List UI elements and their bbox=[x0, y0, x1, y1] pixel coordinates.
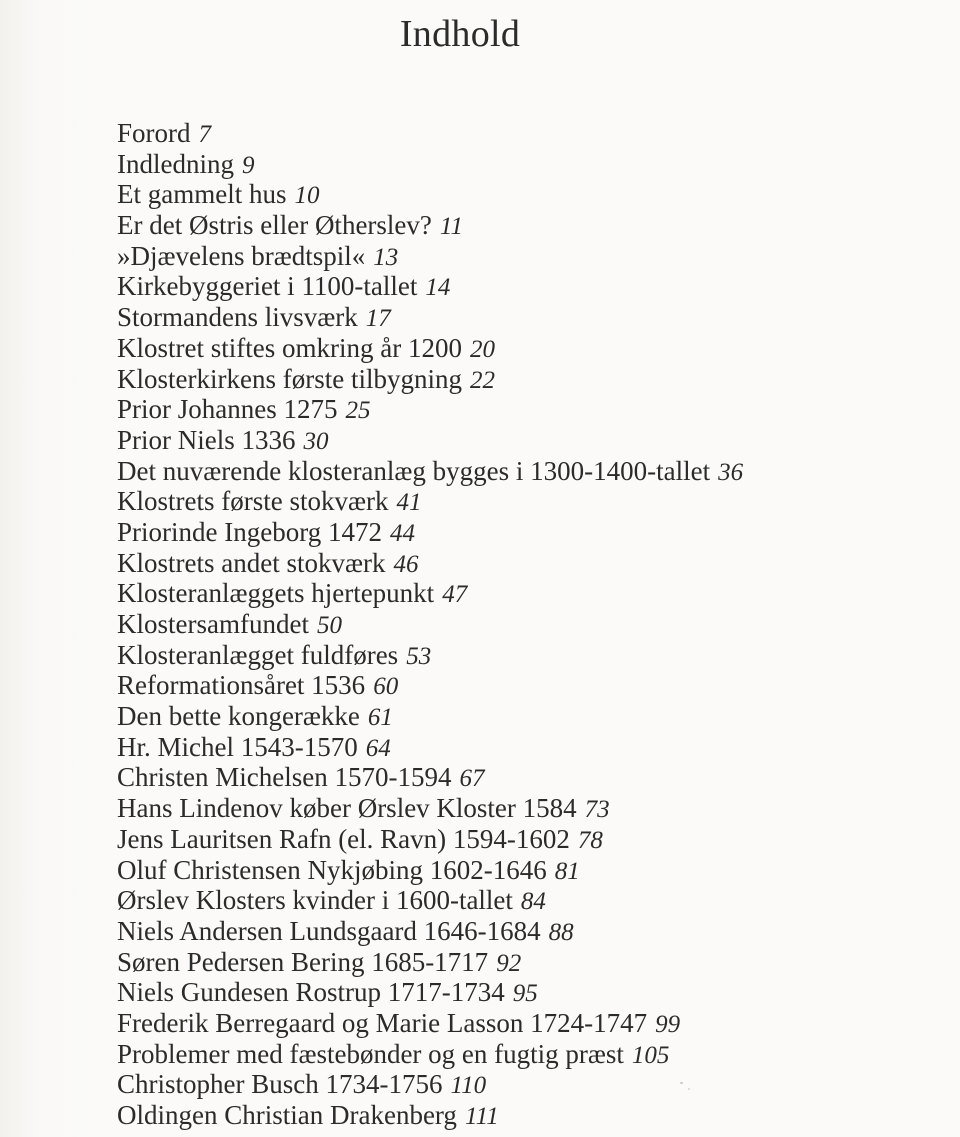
toc-entry bbox=[117, 364, 917, 395]
toc-entry-title: Priorinde Ingeborg 1472 bbox=[117, 516, 382, 547]
toc-entry bbox=[117, 1069, 917, 1100]
toc-entry-title: Oluf Christensen Nykjøbing 1602-1646 bbox=[117, 854, 547, 885]
toc-entry-page-number: 25 bbox=[345, 397, 371, 425]
toc-entry-page-number: 46 bbox=[393, 550, 419, 578]
toc-entry-page-number: 14 bbox=[425, 274, 451, 302]
toc-entry bbox=[117, 793, 917, 824]
toc-entry bbox=[117, 456, 917, 487]
toc-entry-title: Christopher Busch 1734-1756 bbox=[117, 1069, 443, 1100]
toc-entry-page-number: 44 bbox=[389, 519, 415, 547]
toc-entry-title: Stormandens livsværk bbox=[117, 302, 358, 333]
toc-entry-title: Klosteranlæggets hjertepunkt bbox=[117, 578, 435, 609]
toc-entry-page-number: 47 bbox=[442, 581, 468, 609]
toc-entry bbox=[117, 179, 917, 210]
toc-entry-title: Problemer med fæstebønder og en fugtig præst bbox=[117, 1038, 624, 1069]
toc-entry-title: Oldingen Christian Drakenberg bbox=[117, 1100, 457, 1130]
toc-entry bbox=[117, 394, 917, 425]
toc-entry-page-number: 110 bbox=[450, 1072, 487, 1100]
toc-entry-title: Niels Gundesen Rostrup 1717-1734 bbox=[117, 977, 505, 1008]
toc-entry bbox=[117, 118, 917, 149]
toc-entry bbox=[117, 1039, 917, 1070]
toc-entry-title: Den bette kongerække bbox=[117, 701, 360, 732]
toc-entry bbox=[117, 486, 917, 517]
toc-entry-page-number: 64 bbox=[365, 734, 391, 762]
toc-entry-title: »Djævelens brædtspil« bbox=[117, 240, 366, 271]
toc-entry-title: Klosteranlægget fuldføres bbox=[117, 639, 399, 670]
toc-entry-page-number: 61 bbox=[367, 704, 393, 732]
toc-entry bbox=[117, 670, 917, 701]
toc-entry-page-number: 11 bbox=[439, 213, 464, 241]
toc-entry-title: Et gammelt hus bbox=[117, 179, 287, 210]
toc-entry-title: Niels Andersen Lundsgaard 1646-1684 bbox=[117, 915, 541, 946]
toc-entry-title: Frederik Berregaard og Marie Lasson 1724-1747 bbox=[117, 1007, 648, 1038]
toc-entry-page-number: 78 bbox=[577, 826, 603, 854]
toc-entry-page-number: 95 bbox=[512, 980, 538, 1008]
toc-entry-title: Indledning bbox=[117, 148, 234, 179]
toc-entry bbox=[117, 1100, 917, 1131]
toc-entry-page-number: 53 bbox=[406, 642, 432, 670]
toc-entry bbox=[117, 701, 917, 732]
toc-entry-page-number: 20 bbox=[469, 335, 495, 363]
toc-entry-title: Christen Michelsen 1570-1594 bbox=[117, 762, 452, 793]
table-of-contents bbox=[117, 118, 917, 1131]
toc-entry bbox=[117, 302, 917, 333]
paper-speck bbox=[680, 1082, 683, 1084]
toc-entry-title: Reformationsåret 1536 bbox=[117, 670, 366, 701]
toc-entry-page-number: 22 bbox=[469, 366, 495, 394]
toc-entry-title: Jens Lauritsen Rafn (el. Ravn) 1594-1602 bbox=[117, 823, 570, 854]
toc-entry-page-number: 30 bbox=[303, 427, 329, 455]
toc-entry bbox=[117, 855, 917, 886]
toc-entry-page-number: 17 bbox=[365, 305, 391, 333]
toc-entry bbox=[117, 977, 917, 1008]
toc-entry bbox=[117, 947, 917, 978]
toc-entry-page-number: 41 bbox=[396, 489, 422, 517]
toc-entry bbox=[117, 333, 917, 364]
toc-entry bbox=[117, 916, 917, 947]
page-title: Indhold bbox=[399, 13, 521, 55]
toc-entry-page-number: 67 bbox=[459, 765, 485, 793]
toc-entry bbox=[117, 210, 917, 241]
toc-entry-title: Klostrets andet stokværk bbox=[117, 547, 386, 578]
toc-entry-title: Det nuværende klosteranlæg bygges i 1300-1400-tallet bbox=[117, 455, 711, 486]
toc-entry bbox=[117, 762, 917, 793]
toc-entry bbox=[117, 1008, 917, 1039]
toc-entry bbox=[117, 548, 917, 579]
toc-entry-page-number: 105 bbox=[631, 1041, 670, 1069]
toc-entry-page-number: 99 bbox=[655, 1010, 681, 1038]
toc-entry-page-number: 10 bbox=[294, 182, 320, 210]
toc-entry-page-number: 13 bbox=[373, 243, 399, 271]
toc-entry-title: Prior Johannes 1275 bbox=[117, 394, 338, 425]
toc-entry-title: Klostrets første stokværk bbox=[117, 486, 389, 517]
toc-entry-page-number: 50 bbox=[316, 612, 342, 639]
toc-entry bbox=[117, 425, 917, 456]
toc-entry-title: Klosterkirkens første tilbygning bbox=[117, 363, 462, 394]
toc-entry-title: Forord bbox=[117, 118, 191, 148]
toc-entry bbox=[117, 824, 917, 855]
toc-entry-page-number: 111 bbox=[464, 1103, 499, 1130]
toc-entry-page-number: 84 bbox=[520, 888, 546, 916]
toc-entry-page-number: 73 bbox=[584, 796, 610, 824]
paper-speck bbox=[688, 1088, 690, 1090]
toc-entry-page-number: 60 bbox=[373, 673, 399, 701]
toc-entry-page-number: 92 bbox=[496, 949, 522, 977]
toc-entry bbox=[117, 578, 917, 609]
toc-entry-page-number: 9 bbox=[241, 151, 255, 179]
toc-entry-title: Ørslev Klosters kvinder i 1600-tallet bbox=[117, 885, 513, 916]
toc-entry-title: Kirkebyggeriet i 1100-tallet bbox=[117, 271, 418, 302]
toc-entry bbox=[117, 271, 917, 302]
toc-entry-title: Hr. Michel 1543-1570 bbox=[117, 731, 358, 762]
toc-entry bbox=[117, 149, 917, 180]
toc-entry bbox=[117, 241, 917, 272]
toc-entry-title: Klostret stiftes omkring år 1200 bbox=[117, 332, 462, 363]
toc-entry-page-number: 7 bbox=[198, 121, 211, 148]
toc-entry-title: Klostersamfundet bbox=[117, 609, 309, 639]
toc-entry bbox=[117, 609, 917, 640]
toc-entry-title: Hans Lindenov køber Ørslev Kloster 1584 bbox=[117, 793, 577, 824]
toc-entry bbox=[117, 640, 917, 671]
toc-entry bbox=[117, 732, 917, 763]
toc-entry-page-number: 36 bbox=[718, 458, 744, 486]
toc-entry-title: Prior Niels 1336 bbox=[117, 424, 296, 455]
toc-entry-page-number: 81 bbox=[554, 857, 580, 885]
toc-entry-title: Er det Østris eller Øtherslev? bbox=[117, 210, 432, 241]
toc-entry bbox=[117, 517, 917, 548]
toc-entry-title: Søren Pedersen Bering 1685-1717 bbox=[117, 946, 489, 977]
toc-entry bbox=[117, 885, 917, 916]
toc-entry-page-number: 88 bbox=[548, 918, 574, 946]
